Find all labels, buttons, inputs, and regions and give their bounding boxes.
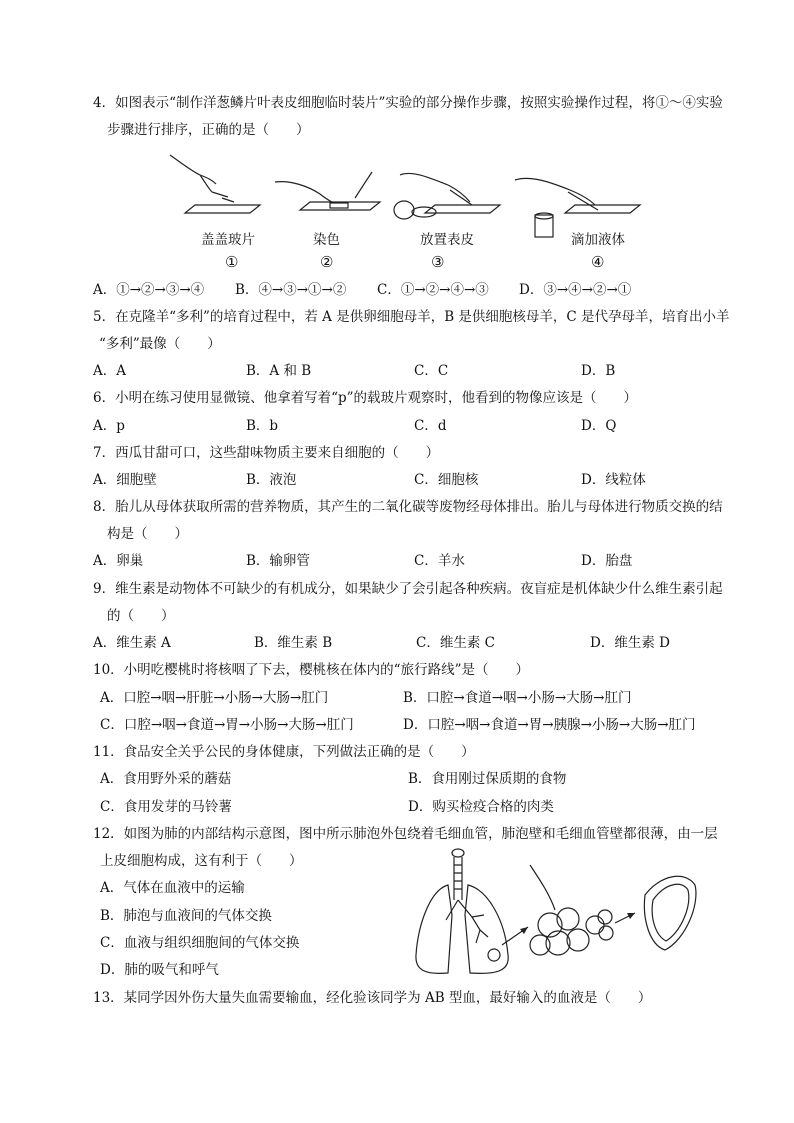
q6-stem-line1: 6．小明在练习使用显微镜、他拿着写着“p”的载玻片观察时，他看到的物像应该是（ ）	[93, 390, 638, 406]
q5-option-b: B．A 和 B	[246, 363, 312, 379]
q12-option-b: B．肺泡与血液间的气体交换	[100, 908, 272, 924]
q12-option-c: C．血液与组织细胞间的气体交换	[100, 935, 300, 951]
q8-option-d: D．胎盘	[581, 553, 633, 569]
q10-option-c: C．口腔→咽→食道→胃→小肠→大肠→肛门	[100, 717, 354, 733]
q5-option-a: A．A	[93, 363, 126, 379]
q4-step4-number: ④	[591, 253, 605, 271]
q10-option-a: A．口腔→咽→肝脏→小肠→大肠→肛门	[100, 690, 329, 706]
alveolus-wall-illustration	[644, 876, 696, 950]
q7-option-a: A．细胞壁	[93, 472, 157, 488]
q4-step3-number: ③	[431, 253, 445, 271]
cover-slip-illustration	[170, 155, 260, 213]
q4-step1-number: ①	[225, 253, 239, 271]
q7-stem-line1: 7．西瓜甘甜可口，这些甜味物质主要来自细胞的（ ）	[93, 445, 440, 461]
q10-stem-line1: 10．小明吃樱桃时将核咽了下去，樱桃核在体内的“旅行路线”是（ ）	[93, 662, 529, 678]
q9-option-c: C．维生素 C	[416, 635, 495, 651]
place-epidermis-illustration	[394, 173, 500, 219]
q4-option-c: C．①→②→④→③	[377, 282, 489, 298]
q5-stem-line2: “多利”最像（ ）	[99, 336, 221, 352]
q8-stem-line2: 构是（ ）	[107, 526, 188, 542]
q8-option-b: B．输卵管	[246, 553, 310, 569]
q9-stem-line2: 的（ ）	[107, 608, 175, 624]
q11-option-b: B．食用刚过保质期的食物	[408, 771, 567, 787]
q9-option-b: B．维生素 B	[254, 635, 333, 651]
q4-step2-number: ②	[320, 253, 334, 271]
q10-option-d: D．口腔→咽→食道→胃→胰腺→小肠→大肠→肛门	[403, 717, 696, 733]
q12-stem-line2: 上皮细胞构成，这有利于（ ）	[100, 853, 303, 869]
q13-stem-line1: 13．某同学因外伤大量失血需要输血，经化验该同学为 AB 型血，最好输入的血液是（ ）	[93, 990, 652, 1006]
q11-option-d: D．购买检疫合格的肉类	[408, 799, 554, 815]
q8-option-a: A．卵巢	[93, 553, 144, 569]
q5-option-d: D．B	[581, 363, 616, 379]
q6-option-a: A．p	[93, 418, 125, 434]
q6-option-c: C．d	[414, 418, 447, 434]
q11-option-c: C．食用发芽的马铃薯	[100, 799, 232, 815]
q11-option-a: A．食用野外采的蘑菇	[100, 771, 232, 787]
lung-structure-figure	[410, 845, 700, 980]
add-liquid-illustration	[515, 178, 640, 237]
q4-option-d: D．③→④→②→①	[519, 282, 632, 298]
q4-option-b: B．④→③→①→②	[235, 282, 347, 298]
q4-stem-line1: 4．如图表示“制作洋葱鳞片叶表皮细胞临时装片”实验的部分操作步骤，按照实验操作过程，将①～④实验	[93, 95, 723, 111]
q9-stem-line1: 9．维生素是动物体不可缺少的有机成分，如果缺少了会引起各种疾病。夜盲症是机体缺少什么维生素引起	[93, 581, 723, 597]
q7-option-c: C．细胞核	[414, 472, 479, 488]
q6-option-b: B．b	[246, 418, 279, 434]
q7-option-b: B．液泡	[246, 472, 297, 488]
q8-option-c: C．羊水	[414, 553, 465, 569]
q12-stem-line1: 12．如图为肺的内部结构示意图，图中所示肺泡外包绕着毛细血管，肺泡壁和毛细血管壁都很薄，由一层	[93, 826, 718, 842]
q7-option-d: D．线粒体	[581, 472, 646, 488]
q4-step4-label: 滴加液体	[571, 232, 625, 248]
q12-option-a: A．气体在血液中的运输	[100, 880, 245, 896]
q12-option-d: D．肺的吸气和呼气	[100, 962, 219, 978]
q4-stem-line2: 步骤进行排序，正确的是（ ）	[107, 122, 310, 138]
q9-option-d: D．维生素 D	[590, 635, 670, 651]
q4-step2-label: 染色	[313, 232, 340, 248]
lungs-illustration	[416, 849, 508, 973]
q10-option-b: B．口腔→食道→咽→小肠→大肠→肛门	[403, 690, 632, 706]
q8-stem-line1: 8．胎儿从母体获取所需的营养物质，其产生的二氧化碳等废物经母体排出。胎儿与母体进行物质交换的结	[93, 499, 723, 515]
q4-step1-label: 盖盖玻片	[201, 232, 255, 248]
q9-option-a: A．维生素 A	[93, 635, 171, 651]
staining-illustration	[275, 172, 380, 210]
q11-stem-line1: 11．食品安全关乎公民的身体健康，下列做法正确的是（ ）	[93, 744, 475, 760]
q4-step3-label: 放置表皮	[420, 232, 474, 248]
q5-option-c: C．C	[414, 363, 449, 379]
q6-option-d: D．Q	[581, 418, 617, 434]
q5-stem-line1: 5．在克隆羊“多利”的培育过程中，若 A 是供卵细胞母羊，B 是供细胞核母羊，C 是代孕母羊，培育出小羊	[93, 309, 730, 325]
alveoli-illustration	[530, 865, 613, 955]
q4-option-a: A．①→②→③→④	[93, 282, 205, 298]
